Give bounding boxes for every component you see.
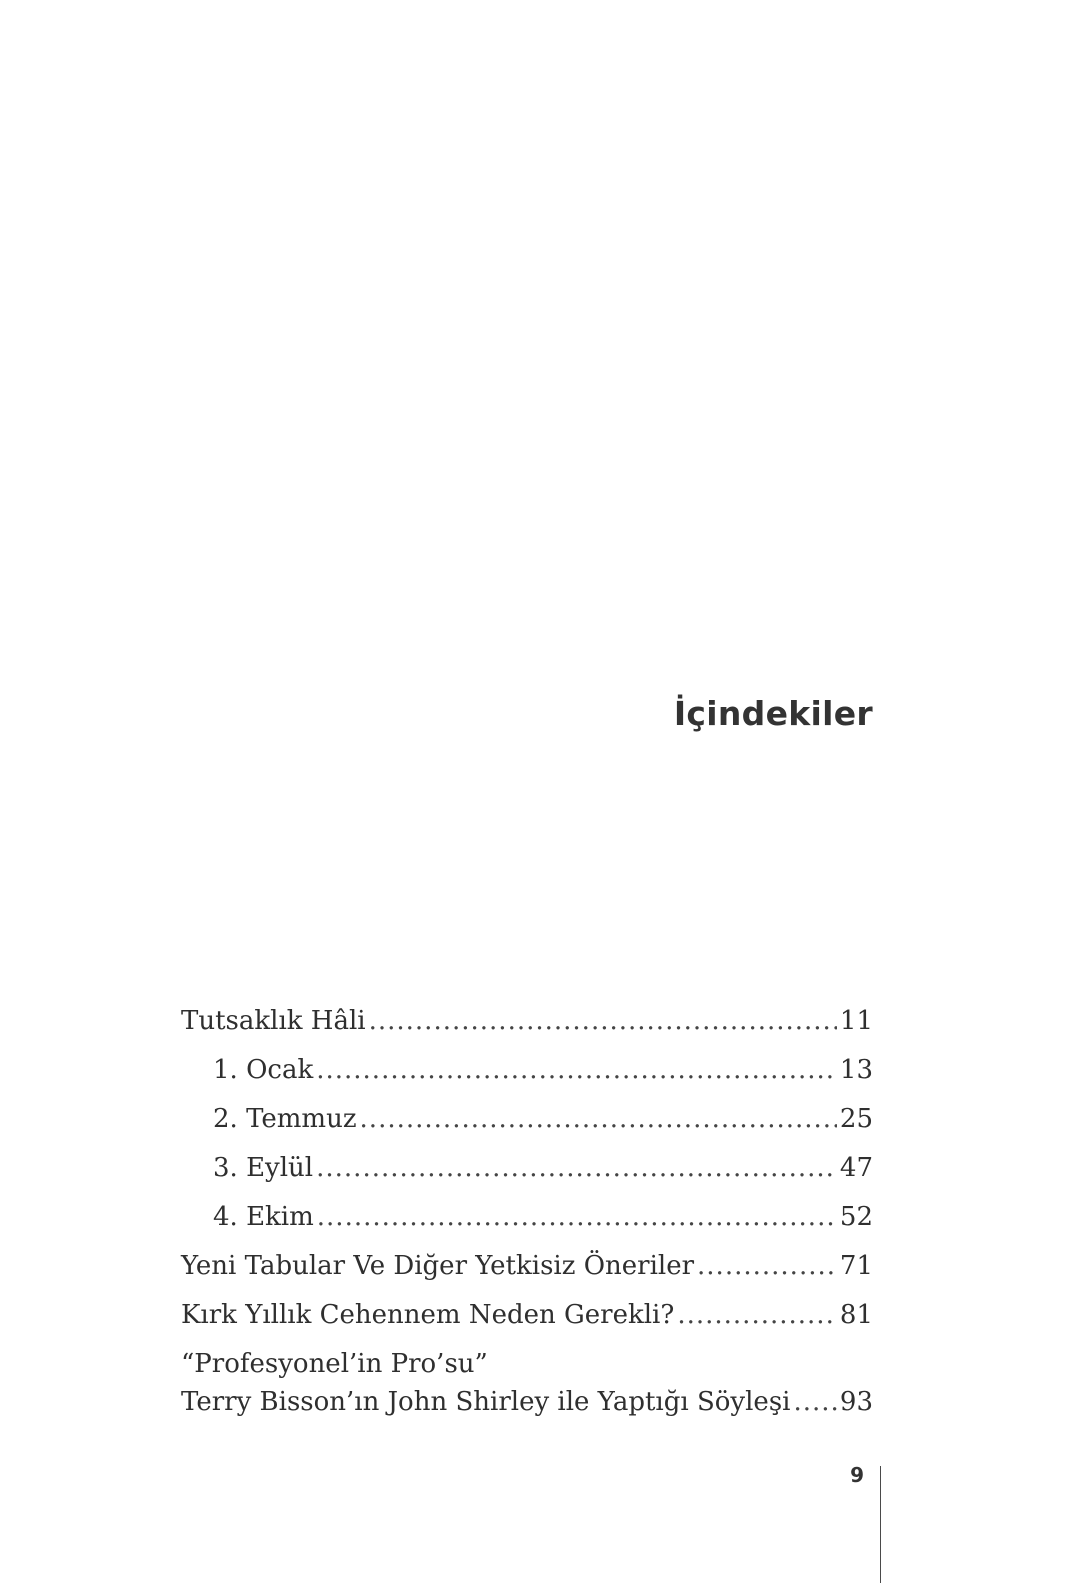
toc-dot-leader xyxy=(697,1244,837,1288)
toc-entry-page: 93 xyxy=(839,1387,873,1417)
toc-entry xyxy=(181,1097,873,1146)
toc-entry-page: 25 xyxy=(839,1104,873,1134)
toc-entry-page: 81 xyxy=(839,1300,873,1330)
toc-entry-page: 52 xyxy=(839,1202,873,1232)
toc-entry-title-line1: “Profesyonel’in Pro’su” xyxy=(181,1349,488,1379)
page-title: İçindekiler xyxy=(673,694,873,733)
toc-entry xyxy=(181,1146,873,1195)
page-number: 9 xyxy=(850,1463,864,1487)
toc-dot-leader xyxy=(369,999,837,1043)
toc-entry-title: Yeni Tabular Ve Diğer Yetkisiz Öneriler xyxy=(181,1251,695,1281)
toc-entry-second-line xyxy=(181,1380,873,1424)
toc-entry-title: 4. Ekim xyxy=(213,1202,314,1232)
toc-entry-page: 71 xyxy=(839,1251,873,1281)
toc-entry-title-line2: Terry Bisson’ın John Shirley ile Yaptığı Söyleşi xyxy=(181,1387,791,1417)
toc-entry xyxy=(181,999,873,1048)
toc-entry xyxy=(181,1195,873,1244)
toc-entry-page: 11 xyxy=(839,1006,873,1036)
toc-entry-page: 13 xyxy=(839,1055,873,1085)
toc-entry xyxy=(181,1342,873,1424)
toc-dot-leader xyxy=(316,1146,837,1190)
toc-dot-leader xyxy=(360,1097,837,1141)
toc-entry-title: Kırk Yıllık Cehennem Neden Gerekli? xyxy=(181,1300,675,1330)
toc-entry-title: 3. Eylül xyxy=(213,1153,314,1183)
table-of-contents xyxy=(181,999,873,1424)
toc-dot-leader xyxy=(316,1048,837,1092)
toc-dot-leader xyxy=(317,1195,837,1239)
toc-dot-leader xyxy=(677,1293,837,1337)
page-margin-rule xyxy=(880,1466,881,1583)
toc-entry-title: 1. Ocak xyxy=(213,1055,314,1085)
toc-dot-leader xyxy=(793,1380,836,1424)
toc-entry xyxy=(181,1048,873,1097)
toc-entry-title: Tutsaklık Hâli xyxy=(181,1006,366,1036)
toc-entry xyxy=(181,1244,873,1293)
toc-entry-title: 2. Temmuz xyxy=(213,1104,357,1134)
toc-entry xyxy=(181,1293,873,1342)
toc-entry-page: 47 xyxy=(839,1153,873,1183)
